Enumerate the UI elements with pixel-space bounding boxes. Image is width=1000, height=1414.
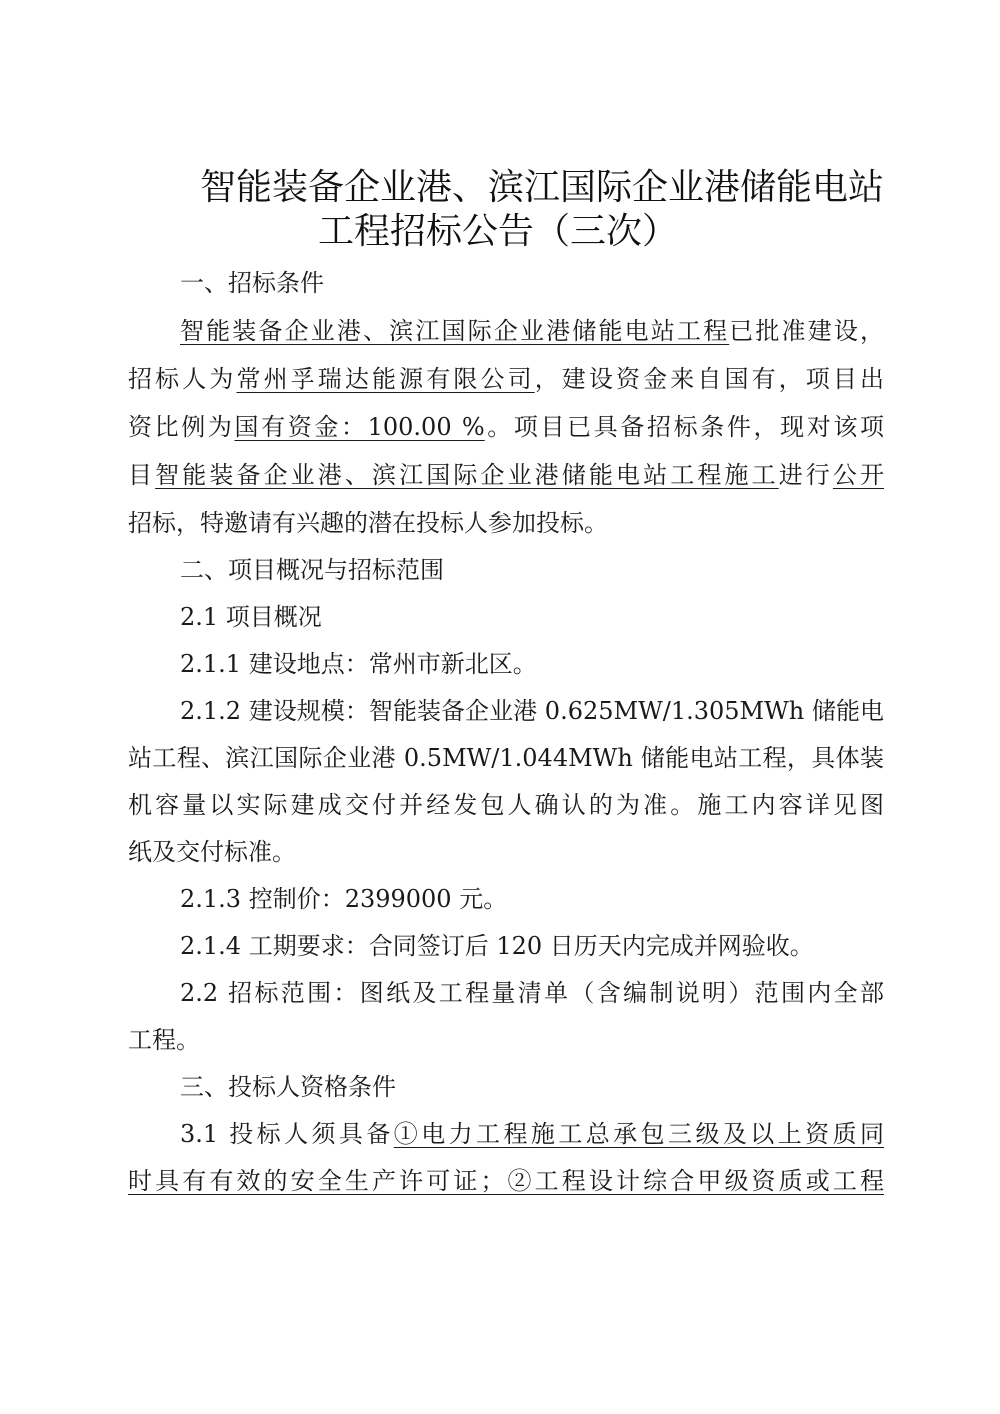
item-2-1-2-line-4: 纸及交付标准。 xyxy=(128,838,296,866)
section-1-line-4 xyxy=(128,458,884,492)
text-span: 目 xyxy=(128,461,156,489)
section-2-heading: 二、项目概况与招标范围 xyxy=(180,556,444,584)
text-span: 。项目已具备招标条件，现对该项 xyxy=(484,413,885,441)
item-2-1-2-line-2: 站工程、滨江国际企业港 0.5MW/1.044MWh 储能电站工程，具体装 xyxy=(128,744,884,772)
section-1-heading: 一、招标条件 xyxy=(180,269,324,297)
item-2-1-4: 2.1.4 工期要求：合同签订后 120 日历天内完成并网验收。 xyxy=(180,932,814,960)
item-2-2-line-1: 2.2 招标范围：图纸及工程量清单（含编制说明）范围内全部 xyxy=(180,979,884,1007)
text-span: 已批准建设， xyxy=(729,317,885,345)
text-span: 3.1 投标人须具备 xyxy=(180,1120,394,1148)
qualification-requirement: ①电力工程施工总承包三级及以上资质同 xyxy=(393,1120,885,1148)
item-2-1-1: 2.1.1 建设地点：常州市新北区。 xyxy=(180,650,537,678)
text-span: 进行 xyxy=(778,461,833,489)
item-2-1-2-line-1: 2.1.2 建设规模：智能装备企业港 0.625MW/1.305MWh 储能电 xyxy=(180,697,884,725)
item-2-1: 2.1 项目概况 xyxy=(180,603,322,631)
section-1-line-2 xyxy=(128,362,884,396)
qualification-requirement: 时具有有效的安全生产许可证；②工程设计综合甲级资质或工程 xyxy=(128,1167,884,1195)
item-2-2-line-2: 工程。 xyxy=(128,1026,200,1054)
section-1-line-3 xyxy=(128,410,884,444)
item-3-1-line-2 xyxy=(128,1164,884,1198)
bid-project-name: 智能装备企业港、滨江国际企业港储能电站工程施工 xyxy=(155,461,779,489)
text-span: 资比例为 xyxy=(128,413,235,441)
title-line-1: 智能装备企业港、滨江国际企业港储能电站 xyxy=(200,167,885,208)
text-span: 招标人为 xyxy=(128,365,237,393)
item-2-1-2-line-3: 机容量以实际建成交付并经发包人确认的为准。施工内容详见图 xyxy=(128,791,884,819)
funding-ratio: 国有资金：100.00 % xyxy=(234,413,485,441)
title-line-2: 工程招标公告（三次） xyxy=(318,211,679,252)
section-1-line-5: 招标，特邀请有兴趣的潜在投标人参加投标。 xyxy=(128,509,608,537)
section-1-line-1 xyxy=(180,314,884,348)
item-2-1-3: 2.1.3 控制价：2399000 元。 xyxy=(180,885,508,913)
item-3-1-line-1 xyxy=(180,1117,884,1151)
tenderee-name: 常州孚瑞达能源有限公司 xyxy=(236,365,535,393)
section-3-heading: 三、投标人资格条件 xyxy=(180,1073,396,1101)
text-span: ，建设资金来自国有，项目出 xyxy=(534,365,885,393)
tender-method: 公开 xyxy=(832,461,885,489)
project-name: 智能装备企业港、滨江国际企业港储能电站工程 xyxy=(180,317,730,345)
